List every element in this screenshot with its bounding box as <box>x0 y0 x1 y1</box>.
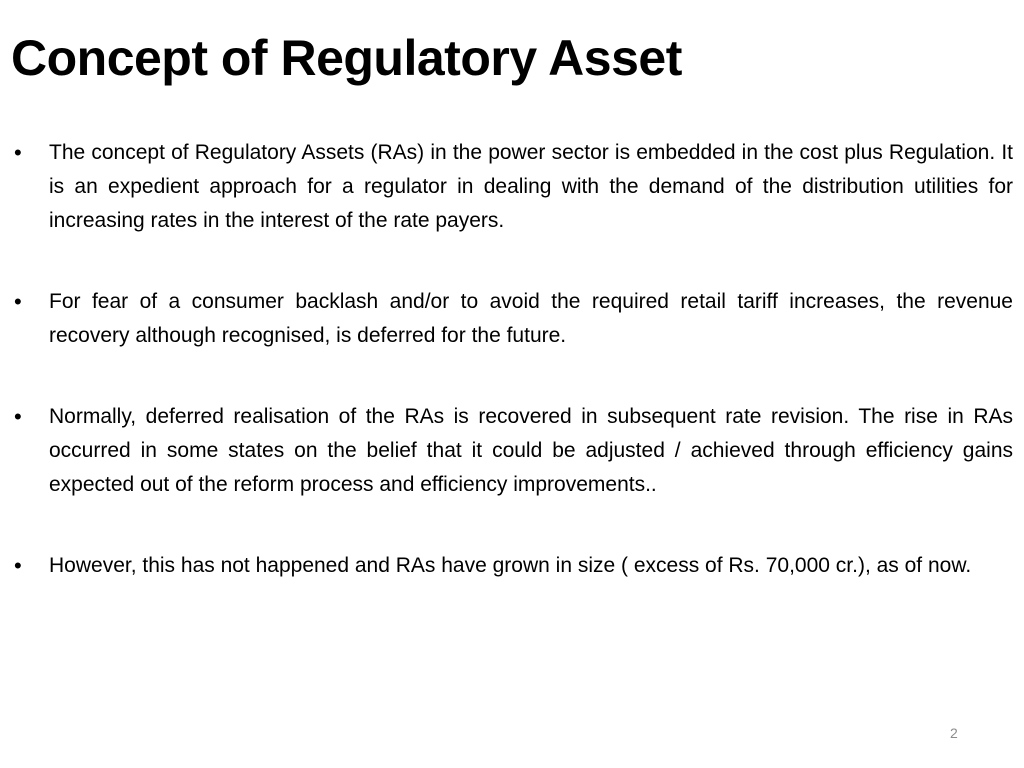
page-number: 2 <box>950 725 958 741</box>
bullet-dot-icon: • <box>14 140 22 165</box>
bullet-text-1: The concept of Regulatory Assets (RAs) in the power sector is embedded in the cost plus Regulation. It is an expedient approach for a regulator in dealing with the demand of the distribution utilities for increasing rates in the interest of the rate payers. <box>49 141 1013 232</box>
bullet-text-4: However, this has not happened and RAs have grown in size ( excess of Rs. 70,000 cr.), as of now. <box>49 554 972 577</box>
bullet-dot-icon: • <box>14 404 22 429</box>
bullet-item-3 <box>0 400 1024 502</box>
slide-title: Concept of Regulatory Asset <box>11 30 682 86</box>
bullet-item-2 <box>0 285 1024 353</box>
bullet-text-2: For fear of a consumer backlash and/or to avoid the required retail tariff increases, the revenue recovery although recognised, is deferred for the future. <box>49 290 1013 347</box>
bullet-dot-icon: • <box>14 553 22 578</box>
bullet-item-1 <box>0 136 1024 238</box>
bullet-item-4 <box>0 549 1024 583</box>
bullet-list <box>0 136 1024 630</box>
bullet-text-3: Normally, deferred realisation of the RAs is recovered in subsequent rate revision. The rise in RAs occurred in some states on the belief that it could be adjusted / achieved through efficiency gains expected out of the reform process and efficiency improvements.. <box>49 405 1013 496</box>
bullet-dot-icon: • <box>14 289 22 314</box>
